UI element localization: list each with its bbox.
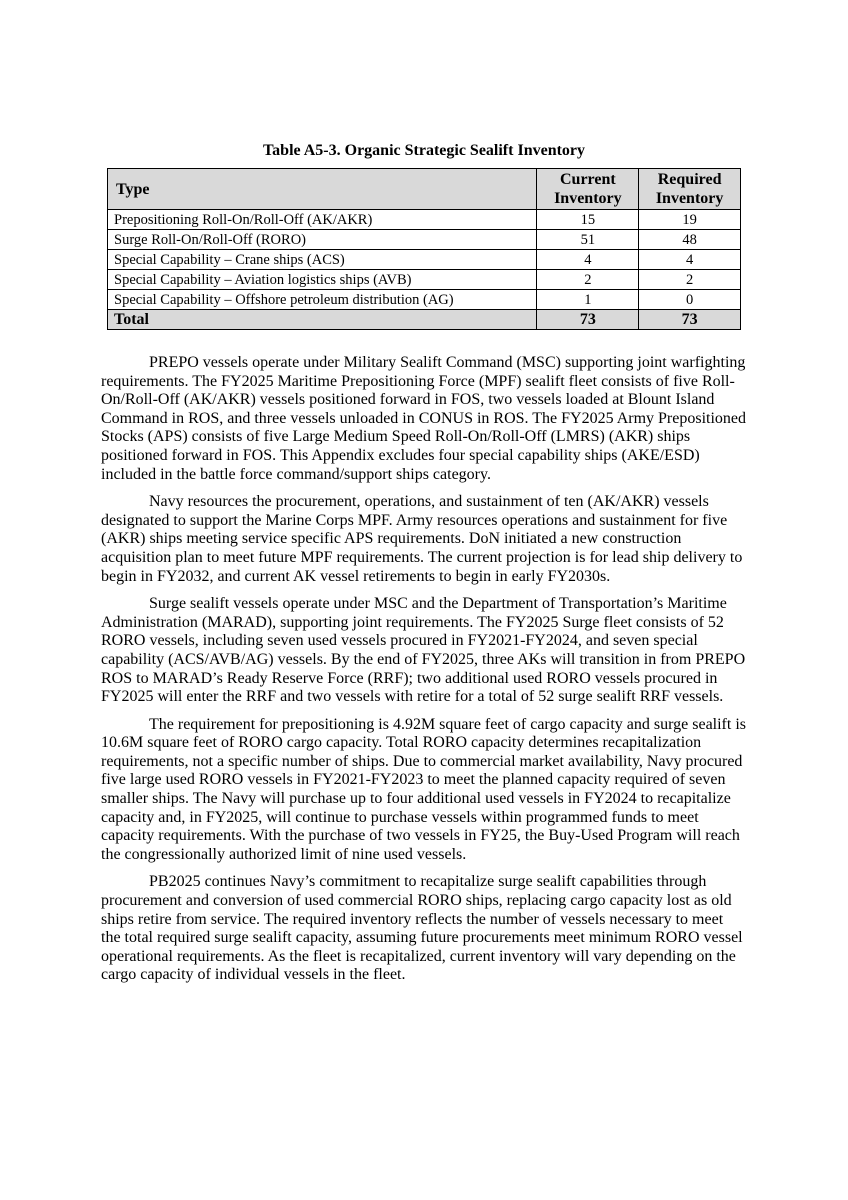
paragraph-prepo: PREPO vessels operate under Military Sealift Command (MSC) supporting joint warfighting requirements. The FY2025 Maritime Prepositioning Force (MPF) sealift fleet consists of five Roll-On/Roll-Off (AK/AKR) vessels positioned forward in FOS, two vessels loaded at Blount Island Command in ROS, and three vessels unloaded in CONUS in ROS. The FY2025 Army Prepositioned Stocks (APS) consists of five Large Medium Speed Roll-On/Roll-Off (LMRS) (AKR) ships positioned forward in FOS. This Appendix excludes four special capability ships (AKE/ESD) included in the battle force command/support ships category. — [101, 354, 747, 483]
paragraph-surge-sealift: Surge sealift vessels operate under MSC and the Department of Transportation’s Maritime Administration (MARAD), supporting joint requirements. The FY2025 Surge fleet consists of 52 RORO vessels, including seven used vessels procured in FY2021-FY2024, and seven special capability (ACS/AVB/AG) vessels. By the end of FY2025, three AKs will transition in from PREPO ROS to MARAD’s Ready Reserve Force (RRF); two additional used RORO vessels procured in FY2025 will enter the RRF and two vessels with retire for a total of 52 surge sealift RRF vessels. — [101, 595, 746, 706]
table-header-row — [108, 169, 741, 210]
table-title: Table A5-3. Organic Strategic Sealift Inventory — [262, 142, 586, 159]
row-type: Prepositioning Roll-On/Roll-Off (AK/AKR) — [108, 210, 537, 230]
table-row — [108, 290, 741, 310]
paragraph-requirement: The requirement for prepositioning is 4.92M square feet of cargo capacity and surge sealift is 10.6M square feet of RORO cargo capacity. Total RORO capacity determines recapitalization requirements, not a specific number of ships. Due to commercial market availability, Navy procured five large used RORO vessels in FY2021-FY2023 to meet the planned capacity required of seven smaller ships. The Navy will purchase up to four additional used vessels in FY2024 to recapitalize capacity and, in FY2025, will continue to purchase vessels within programmed funds to meet capacity requirements. With the purchase of two vessels in FY25, the Buy-Used Program will reach the congressionally authorized limit of nine used vessels. — [101, 715, 746, 863]
body-text — [101, 354, 746, 994]
row-current: 15 — [537, 210, 639, 230]
table-row — [108, 250, 741, 270]
row-required: 4 — [639, 250, 741, 270]
total-current: 73 — [537, 310, 639, 330]
header-required-inventory: Required Inventory — [639, 169, 741, 210]
row-required: 0 — [639, 290, 741, 310]
row-required: 2 — [639, 270, 741, 290]
row-type: Surge Roll-On/Roll-Off (RORO) — [108, 230, 537, 250]
table-row — [108, 230, 741, 250]
header-current-inventory: Current Inventory — [537, 169, 639, 210]
row-current: 1 — [537, 290, 639, 310]
row-current: 51 — [537, 230, 639, 250]
paragraph-navy-resources: Navy resources the procurement, operations, and sustainment of ten (AK/AKR) vessels designated to support the Marine Corps MPF. Army resources operations and sustainment for five (AKR) ships meeting service specific APS requirements. DoN initiated a new construction acquisition plan to meet future MPF requirements. The current projection is for lead ship delivery to begin in FY2032, and current AK vessel retirements to begin in early FY2030s. — [101, 493, 743, 585]
row-current: 4 — [537, 250, 639, 270]
total-label: Total — [108, 310, 537, 330]
table-row — [108, 270, 741, 290]
row-required: 48 — [639, 230, 741, 250]
paragraph-pb2025: PB2025 continues Navy’s commitment to recapitalize surge sealift capabilities through procurement and conversion of used commercial RORO ships, replacing cargo capacity lost as old ships retire from service. The required inventory reflects the number of vessels necessary to meet the total required surge sealift capacity, assuming future procurements meet minimum RORO vessel operational requirements. As the fleet is recapitalized, current inventory will vary depending on the cargo capacity of individual vessels in the fleet. — [101, 873, 743, 984]
row-type: Special Capability – Offshore petroleum distribution (AG) — [108, 290, 537, 310]
table-row — [108, 210, 741, 230]
row-required: 19 — [639, 210, 741, 230]
sealift-inventory-table — [107, 168, 741, 330]
total-required: 73 — [639, 310, 741, 330]
row-current: 2 — [537, 270, 639, 290]
table-total-row — [108, 310, 741, 330]
row-type: Special Capability – Aviation logistics ships (AVB) — [108, 270, 537, 290]
row-type: Special Capability – Crane ships (ACS) — [108, 250, 537, 270]
header-type: Type — [108, 169, 537, 210]
